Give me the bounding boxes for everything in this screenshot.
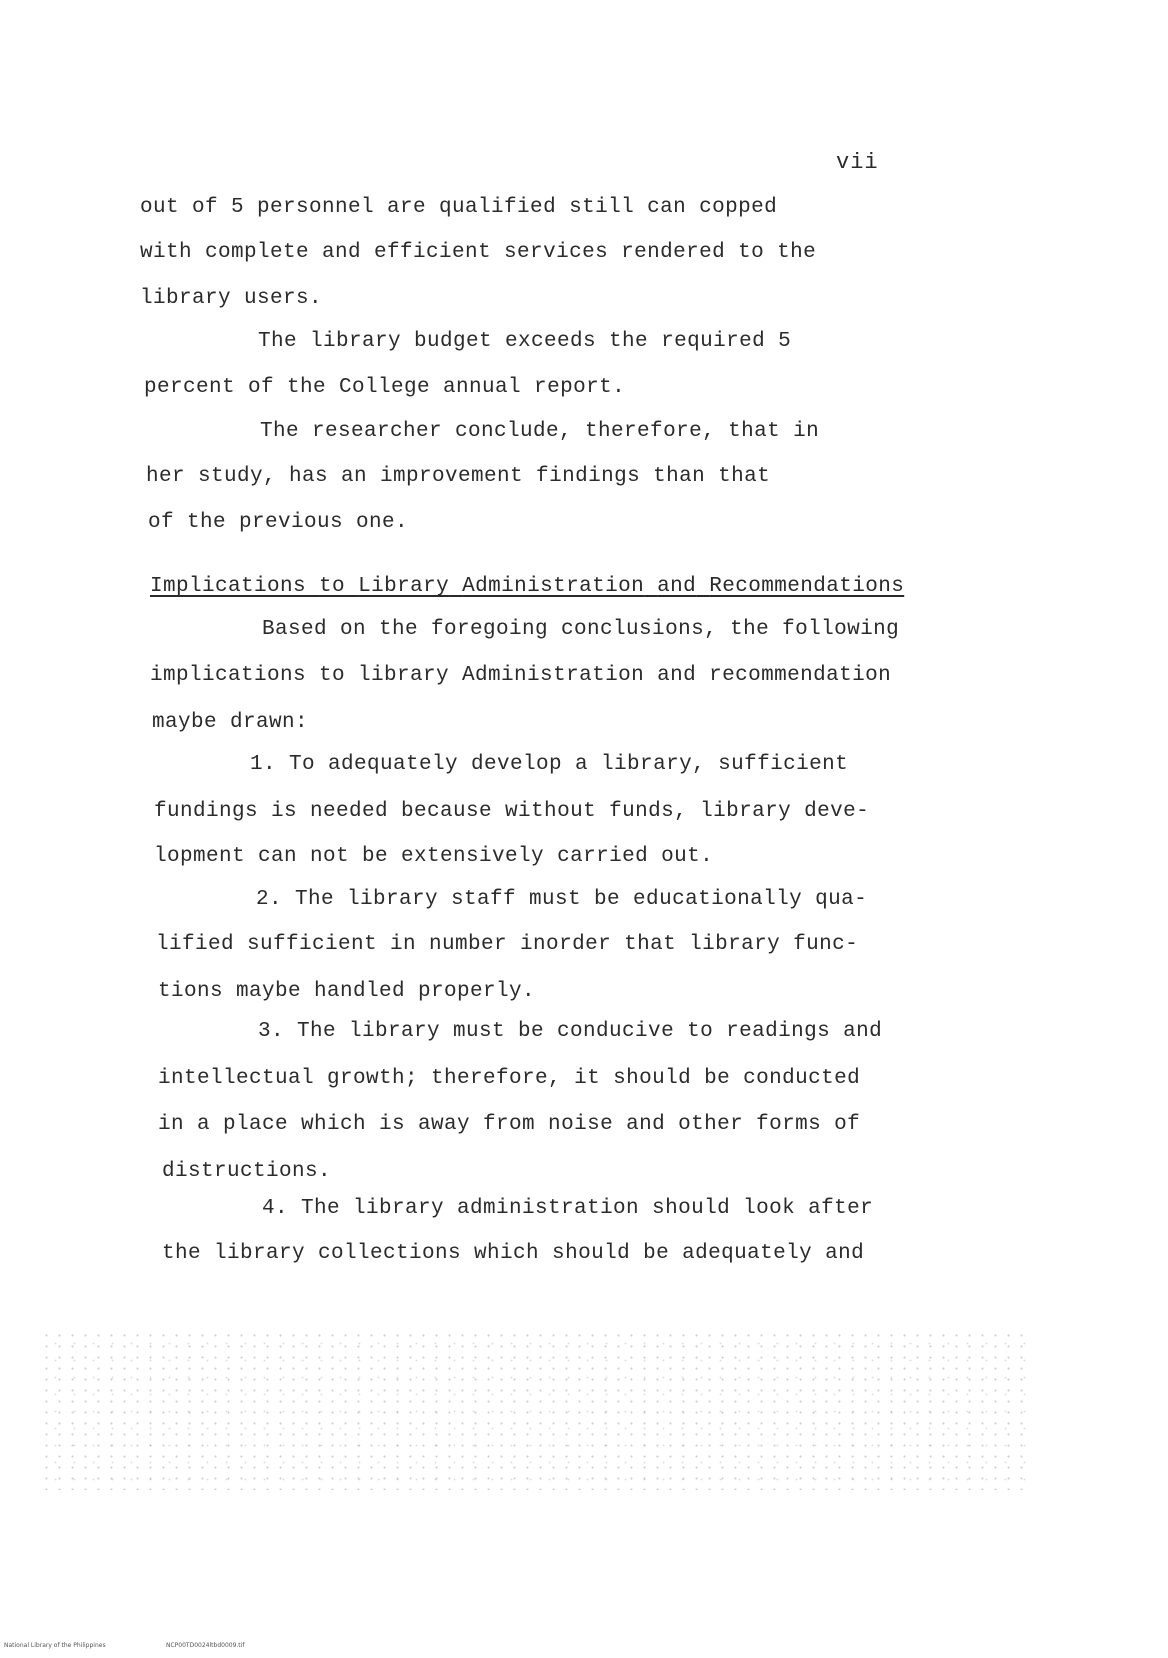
- footer-source: National Library of the Philippines: [4, 1642, 106, 1649]
- list-item-line: 2. The library staff must be educationally qua-: [256, 888, 868, 911]
- list-item-line: 3. The library must be conducive to readings and: [258, 1020, 883, 1043]
- text-line: her study, has an improvement findings than that: [146, 465, 771, 488]
- section-heading: [150, 575, 904, 598]
- text-line: library users.: [140, 287, 323, 310]
- list-item-line: the library collections which should be adequately and: [162, 1242, 865, 1265]
- text-line: implications to library Administration and recommendation: [150, 664, 892, 687]
- heading-word: and: [657, 575, 697, 598]
- list-item-line: 4. The library administration should look after: [262, 1197, 874, 1220]
- text-line: Based on the foregoing conclusions, the following: [262, 618, 900, 641]
- text-line: maybe drawn:: [152, 711, 309, 734]
- list-item-line: fundings is needed because without funds, library deve-: [154, 800, 870, 823]
- footer-filename: NCP00TD0024ltbd0009.tif: [166, 1642, 245, 1649]
- heading-word: Administration: [462, 575, 645, 598]
- text-line: of the previous one.: [148, 511, 409, 534]
- list-item-line: lified sufficient in number inorder that library func-: [156, 933, 859, 956]
- heading-word: to: [319, 575, 346, 598]
- heading-word: Recommendations: [709, 575, 905, 598]
- list-item-line: in a place which is away from noise and other forms of: [158, 1113, 861, 1136]
- list-item-line: 1. To adequately develop a library, sufficient: [250, 753, 849, 776]
- text-line: The library budget exceeds the required 5: [258, 330, 792, 353]
- heading-word: Implications: [150, 575, 307, 598]
- text-line: out of 5 personnel are qualified still can copped: [140, 196, 778, 219]
- list-item-line: lopment can not be extensively carried out.: [154, 845, 714, 868]
- list-item-line: tions maybe handled properly.: [158, 980, 536, 1003]
- page-number: vii: [836, 150, 879, 175]
- scan-noise: [40, 1330, 1030, 1490]
- text-line: The researcher conclude, therefore, that in: [260, 420, 820, 443]
- text-line: with complete and efficient services rendered to the: [140, 241, 817, 264]
- list-item-line: distructions.: [162, 1160, 332, 1183]
- heading-word: Library: [358, 575, 450, 598]
- list-item-line: intellectual growth; therefore, it should be conducted: [158, 1067, 861, 1090]
- text-line: percent of the College annual report.: [144, 376, 626, 399]
